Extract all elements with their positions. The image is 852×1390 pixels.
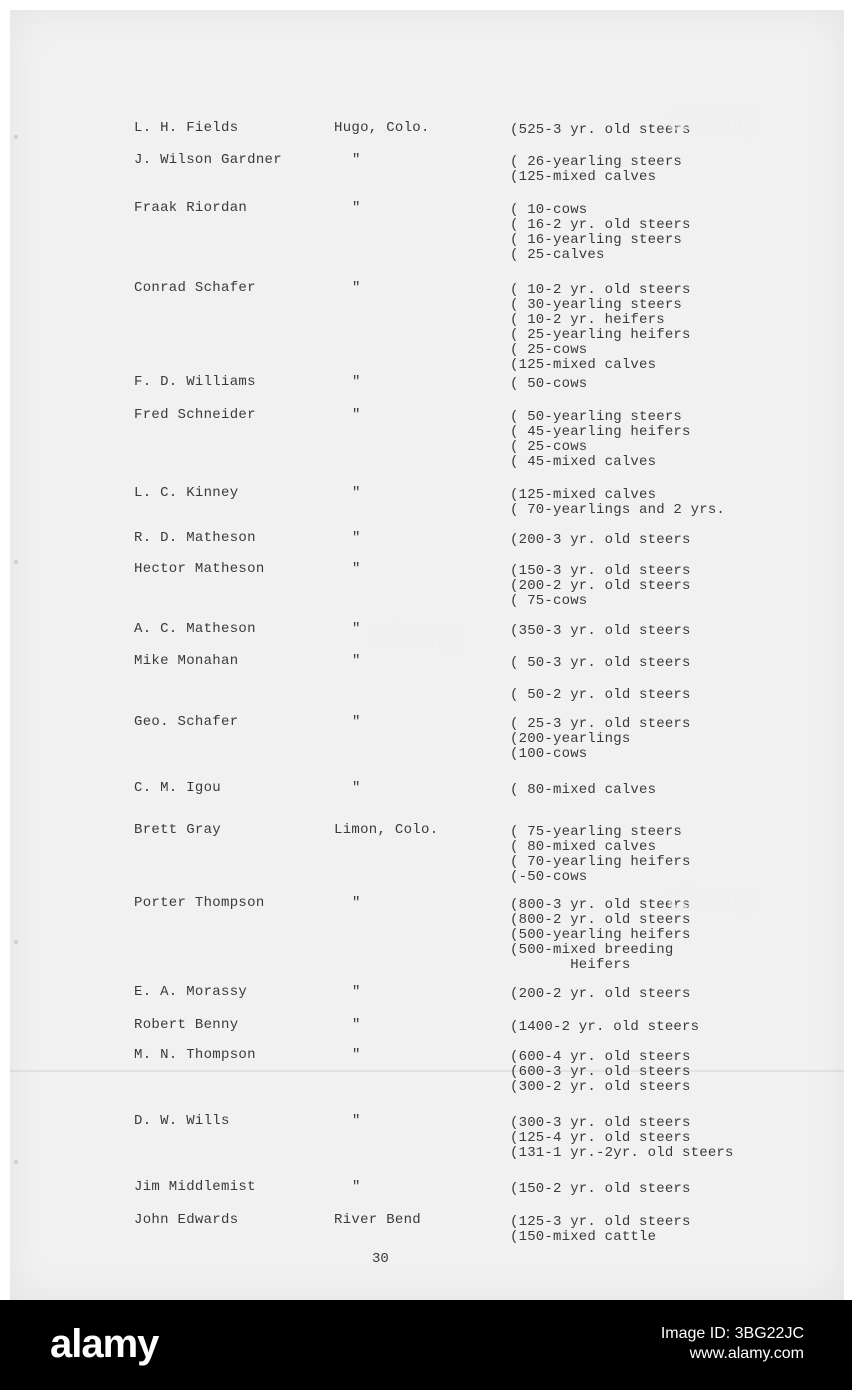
cattle-line: (150-mixed cattle [510,1229,657,1245]
cattle-line: ( 30-yearling steers [510,297,683,313]
cattle-line: ( 25-cows [510,342,588,358]
owner-name: L. H. Fields [134,120,239,136]
punch-hole [14,940,18,944]
cattle-line: ( 50-yearling steers [510,409,683,425]
cattle-line: (1400-2 yr. old steers [510,1019,700,1035]
owner-name: Conrad Schafer [134,280,256,296]
cattle-details [510,1050,691,1095]
cattle-line: ( 45-mixed calves [510,454,657,470]
owner-location: " [352,653,361,669]
cattle-line: (200-3 yr. old steers [510,532,691,548]
cattle-details [510,898,691,973]
owner-name: Mike Monahan [134,653,239,669]
cattle-line: (300-3 yr. old steers [510,1115,691,1131]
owner-location: " [352,407,361,423]
cattle-details [510,1116,734,1161]
cattle-line: (525-3 yr. old steers [510,122,691,138]
owner-name: Porter Thompson [134,895,265,911]
owner-name: J. Wilson Gardner [134,152,282,168]
cattle-line: ( 10-2 yr. old steers [510,282,691,298]
cattle-line: (131-1 yr.-2yr. old steers [510,1145,734,1161]
cattle-details [510,488,725,518]
cattle-details [510,203,691,263]
owner-name: Brett Gray [134,822,222,838]
cattle-details [510,688,691,703]
cattle-line: (800-3 yr. old steers [510,897,691,913]
punch-hole [14,1160,18,1164]
cattle-line: (125-3 yr. old steers [510,1214,691,1230]
cattle-line: (200-2 yr. old steers [510,578,691,594]
cattle-details [510,656,691,671]
cattle-line: ( 50-cows [510,376,588,392]
cattle-line: Heifers [510,957,631,973]
cattle-line: (600-4 yr. old steers [510,1049,691,1065]
cattle-line: ( 50-2 yr. old steers [510,687,691,703]
owner-location: " [352,1113,361,1129]
cattle-details [510,564,691,609]
watermark: alamy [668,878,760,916]
cattle-details [510,155,682,185]
owner-location: " [352,561,361,577]
owner-name: D. W. Wills [134,1113,230,1129]
owner-name: F. D. Williams [134,374,256,390]
page-number: 30 [372,1251,389,1267]
cattle-line: ( 80-mixed calves [510,782,657,798]
owner-name: L. C. Kinney [134,485,239,501]
cattle-line: (150-2 yr. old steers [510,1181,691,1197]
cattle-line: (200-yearlings [510,731,631,747]
cattle-details [510,283,691,373]
cattle-details [510,533,691,548]
footer-url: www.alamy.com [689,1345,804,1362]
cattle-line: ( 16-yearling steers [510,232,683,248]
cattle-line: ( 26-yearling steers [510,154,683,170]
cattle-details [510,1182,691,1197]
owner-name: Jim Middlemist [134,1179,256,1195]
owner-location: " [352,152,361,168]
cattle-line: (600-3 yr. old steers [510,1064,691,1080]
cattle-line: (125-mixed calves [510,357,657,373]
cattle-line: ( 25-calves [510,247,605,263]
owner-location: Hugo, Colo. [334,120,430,136]
cattle-line: (-50-cows [510,869,588,885]
cattle-line: ( 25-cows [510,439,588,455]
cattle-line: (300-2 yr. old steers [510,1079,691,1095]
cattle-line: ( 10-cows [510,202,588,218]
owner-location: " [352,895,361,911]
watermark: alamy [372,616,464,654]
cattle-line: (200-2 yr. old steers [510,986,691,1002]
owner-name: M. N. Thompson [134,1047,256,1063]
cattle-line: ( 10-2 yr. heifers [510,312,665,328]
owner-name: Fred Schneider [134,407,256,423]
owner-name: Hector Matheson [134,561,265,577]
owner-location: River Bend [334,1212,422,1228]
cattle-details [510,783,656,798]
owner-location: " [352,984,361,1000]
cattle-line: ( 80-mixed calves [510,839,657,855]
cattle-details [510,987,691,1002]
owner-name: Geo. Schafer [134,714,239,730]
cattle-line: (500-mixed breeding [510,942,674,958]
cattle-line: ( 50-3 yr. old steers [510,655,691,671]
cattle-line: ( 75-cows [510,593,588,609]
owner-name: E. A. Morassy [134,984,248,1000]
cattle-line: (125-mixed calves [510,487,657,503]
owner-location: Limon, Colo. [334,822,439,838]
watermark: alamy [668,100,760,138]
owner-location: " [352,374,361,390]
punch-hole [14,560,18,564]
owner-name: A. C. Matheson [134,621,256,637]
cattle-line: ( 70-yearlings and 2 yrs. [510,502,726,518]
cattle-details [510,1215,691,1245]
owner-location: " [352,485,361,501]
cattle-line: (350-3 yr. old steers [510,623,691,639]
owner-name: Fraak Riordan [134,200,248,216]
owner-name: C. M. Igou [134,780,222,796]
cattle-line: (125-4 yr. old steers [510,1130,691,1146]
owner-location: " [352,530,361,546]
cattle-details [510,410,691,470]
cattle-details [510,825,691,885]
cattle-line: ( 45-yearling heifers [510,424,691,440]
cattle-details [510,1020,699,1035]
footer-info [661,1324,804,1364]
cattle-details [510,377,587,392]
cattle-line: (100-cows [510,746,588,762]
cattle-line: ( 75-yearling steers [510,824,683,840]
cattle-line: (150-3 yr. old steers [510,563,691,579]
cattle-line: ( 25-3 yr. old steers [510,716,691,732]
owner-location: " [352,714,361,730]
cattle-line: (125-mixed calves [510,169,657,185]
owner-location: " [352,1179,361,1195]
cattle-details [510,717,691,762]
owner-location: " [352,1017,361,1033]
owner-location: " [352,621,361,637]
cattle-details [510,123,691,138]
footer-bar [0,1300,852,1390]
owner-location: " [352,780,361,796]
cattle-line: (800-2 yr. old steers [510,912,691,928]
cattle-line: (500-yearling heifers [510,927,691,943]
cattle-line: ( 70-yearling heifers [510,854,691,870]
image-id: Image ID: 3BG22JC [660,1325,804,1342]
owner-location: " [352,280,361,296]
punch-hole [14,135,18,139]
cattle-line: ( 16-2 yr. old steers [510,217,691,233]
paper-fold [10,1070,844,1072]
owner-location: " [352,200,361,216]
owner-name: John Edwards [134,1212,239,1228]
owner-name: R. D. Matheson [134,530,256,546]
owner-name: Robert Benny [134,1017,239,1033]
cattle-details [510,624,691,639]
cattle-line: ( 25-yearling heifers [510,327,691,343]
owner-location: " [352,1047,361,1063]
footer-brand-logo: alamy [50,1322,159,1366]
